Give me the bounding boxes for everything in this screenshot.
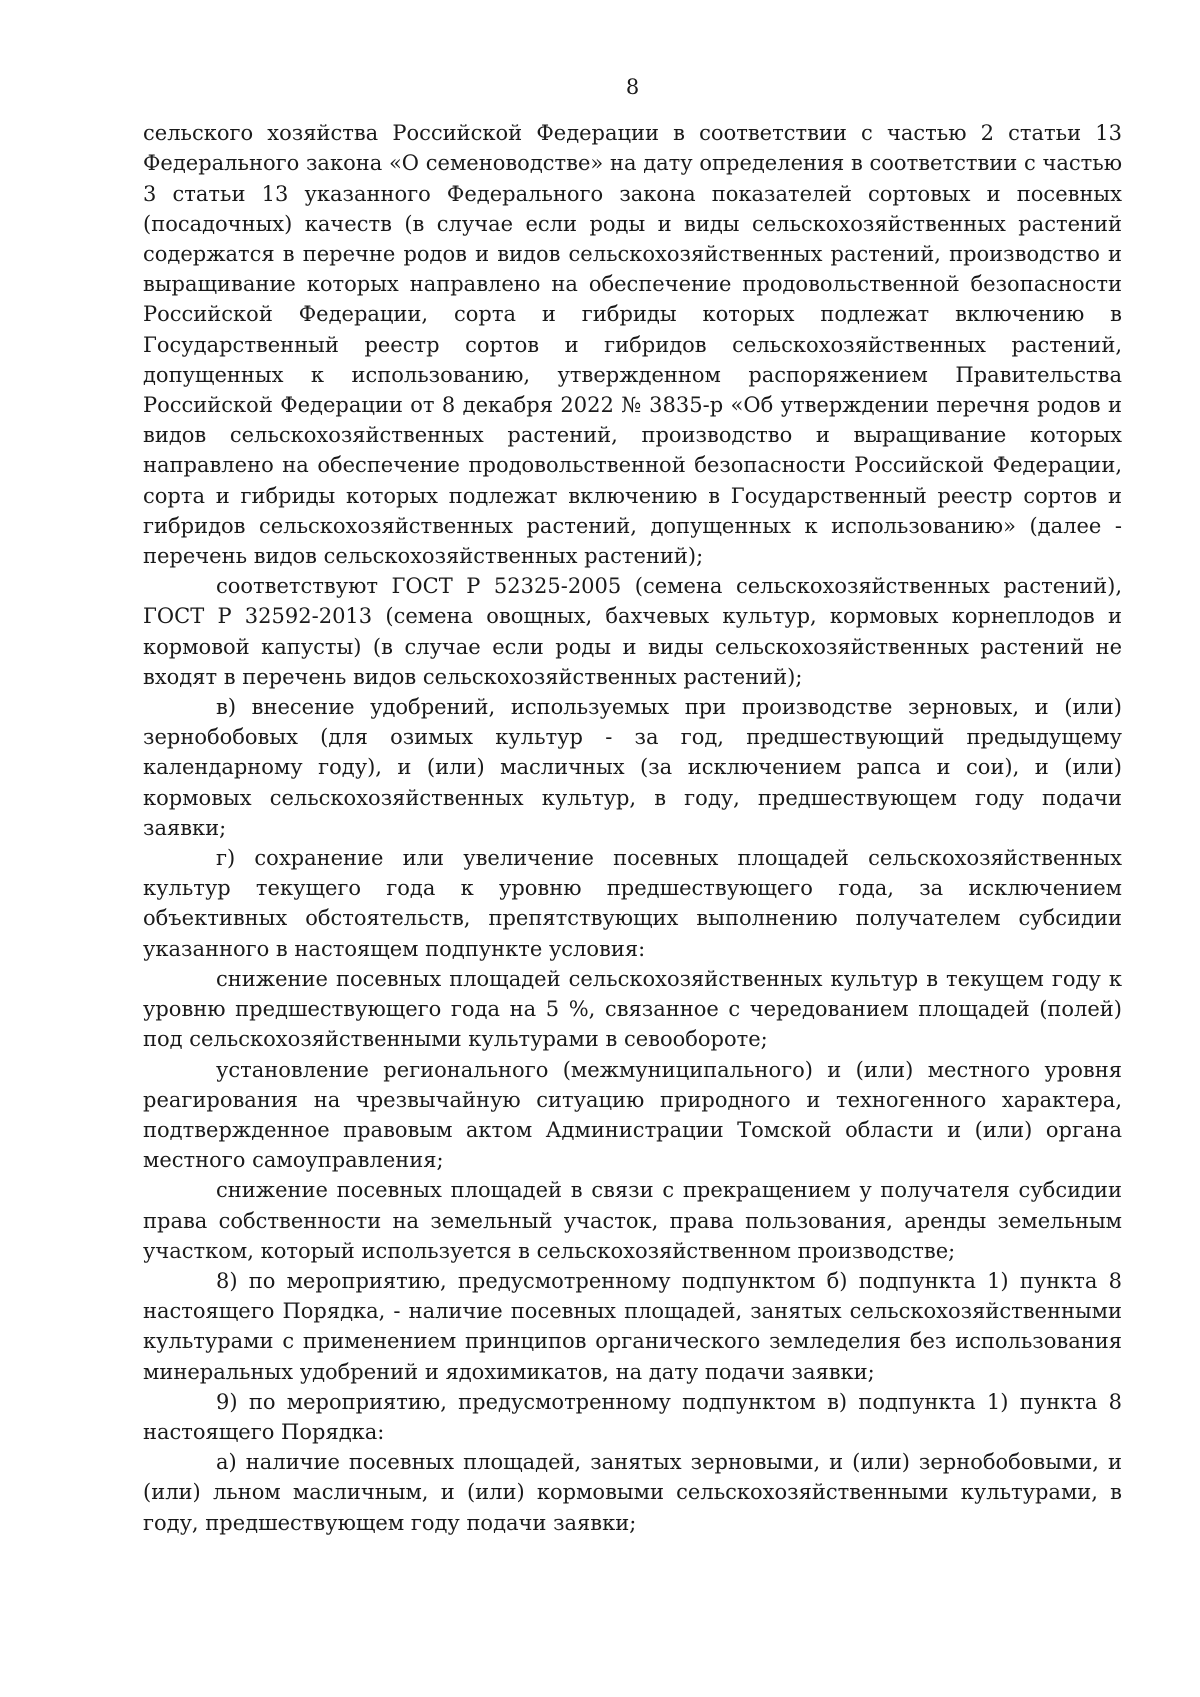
- paragraph-item-v: в) внесение удобрений, используемых при производстве зерновых, и (или) зернобобовых (для озимых культур - за год, предшествующий предыдущему календарному году), и (или) масличных (за исключением рапса и сои), и (или) кормовых сельскохозяйственных культур, в году, предшествующем году подачи заявки;: [143, 695, 1122, 840]
- paragraph-item-g: г) сохранение или увеличение посевных площадей сельскохозяйственных культур текущего года к уровню предшествующего года, за исключением объективных обстоятельств, препятствующих выполнению получателем субсидии указанного в настоящем подпункте условия:: [143, 846, 1122, 961]
- paragraph-item-9a: а) наличие посевных площадей, занятых зерновыми, и (или) зернобобовыми, и (или) льном масличным, и (или) кормовыми сельскохозяйственными культурами, в году, предшествующем году подачи заявки;: [143, 1450, 1122, 1535]
- paragraph-continuation: сельского хозяйства Российской Федерации в соответствии с частью 2 статьи 13 Федерального закона «О семеноводстве» на дату определения в соответствии с частью 3 статьи 13 указанного Федерального закона показателей сортовых и посевных (посадочных) качеств (в случае если роды и виды сельскохозяйственных растений содержатся в перечне родов и видов сельскохозяйственных растений, производство и выращивание которых направлено на обеспечение продовольственной безопасности Российской Федерации, сорта и гибриды которых подлежат включению в Государственный реестр сортов и гибридов сельскохозяйственных растений, допущенных к использованию, утвержденном распоряжением Правительства Российской Федерации от 8 декабря 2022 № 3835-р «Об утверждении перечня родов и видов сельскохозяйственных растений, производство и выращивание которых направлено на обеспечение продовольственной безопасности Российской Федерации, сорта и гибриды которых подлежат включению в Государственный реестр сортов и гибридов сельскохозяйственных растений, допущенных к использованию» (далее - перечень видов сельскохозяйственных растений);: [143, 121, 1122, 569]
- paragraph-reduction-rotation: снижение посевных площадей сельскохозяйственных культур в текущем году к уровню предшествующего года на 5 %, связанное с чередованием площадей (полей) под сельскохозяйственными культурами в севообороте;: [143, 966, 1122, 1052]
- page-number: 8: [625, 75, 640, 99]
- paragraph-reduction-ownership: снижение посевных площадей в связи с прекращением у получателя субсидии права собственности на земельный участок, права пользования, аренды земельным участком, который используется в сельскохозяйственном производстве;: [143, 1178, 1122, 1263]
- paragraph-item-8: 8) по мероприятию, предусмотренному подпунктом б) подпункта 1) пункта 8 настоящего Порядка, - наличие посевных площадей, занятых сельскохозяйственными культурами с применением принципов органического земледелия без использования минеральных удобрений и ядохимикатов, на дату подачи заявки;: [143, 1268, 1122, 1384]
- paragraph-item-9: 9) по мероприятию, предусмотренному подпунктом в) подпункта 1) пункта 8 настоящего Порядка:: [143, 1389, 1122, 1444]
- paragraph-emergency: установление регионального (межмуниципального) и (или) местного уровня реагирования на чрезвычайную ситуацию природного и техногенного характера, подтвержденное правовым актом Администрации Томской области и (или) органа местного самоуправления;: [143, 1057, 1122, 1173]
- paragraph-gost: соответствуют ГОСТ Р 52325-2005 (семена сельскохозяйственных растений), ГОСТ Р 32592-2013 (семена овощных, бахчевых культур, кормовых корнеплодов и кормовой капусты) (в случае если роды и виды сельскохозяйственных растений не входят в перечень видов сельскохозяйственных растений);: [143, 574, 1122, 689]
- document-page: [143, 72, 1122, 1538]
